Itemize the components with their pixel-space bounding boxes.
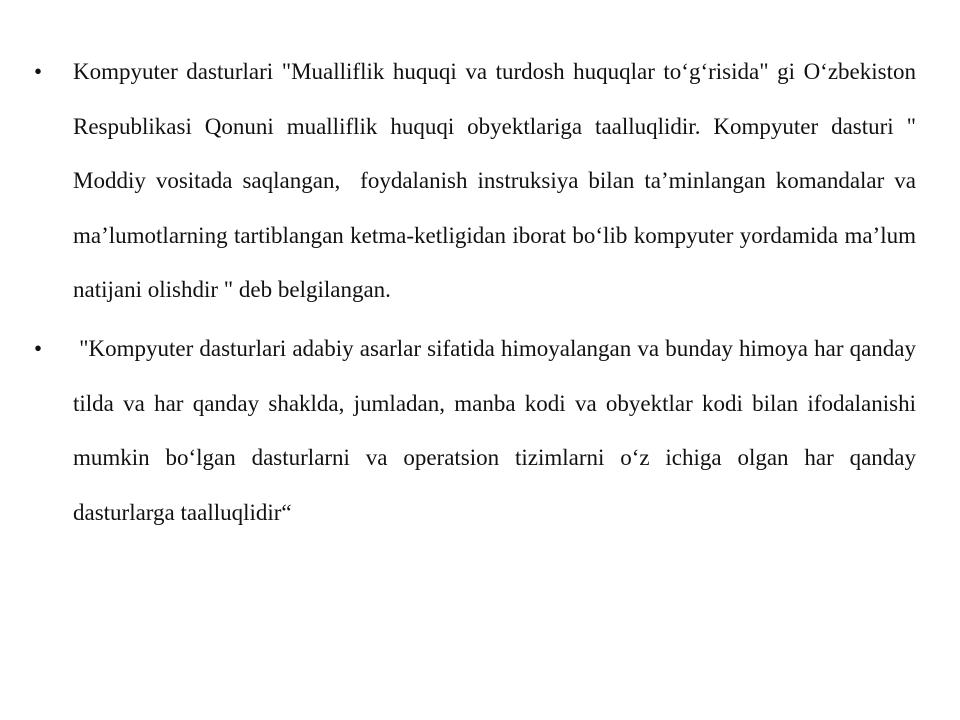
bullet-list <box>34 45 922 540</box>
bullet-marker: • <box>34 335 43 361</box>
bullet-text: "Kompyuter dasturlari adabiy asarlar sifatida himoyalangan va bunday himoya har qanday tilda va har qanday shaklda, jumladan, manba kodi va obyektlar kodi bilan ifodalanishi mumkin bo‘lgan dasturlarni va operatsion tizimlarni o‘z ichiga olgan har qanday dasturlarga taalluqlidir“ <box>73 335 922 525</box>
bullet-item-literary-protection <box>34 322 922 540</box>
bullet-marker: • <box>34 59 43 84</box>
bullet-item-copyright-law <box>34 45 922 318</box>
bullet-text: Kompyuter dasturlari "Mualliflik huquqi va turdosh huquqlar to‘g‘risida" gi O‘zbekiston Respublikasi Qonuni mualliflik huquqi obyektlariga taalluqlidir. Kompyuter dasturi " Moddiy vositada saqlangan, foydalanish instruksiya bilan ta’minlangan komandalar va ma’lumotlarning tartiblangan ketma-ketligidan iborat bo‘lib kompyuter yordamida ma’lum natijani olishdir " deb belgilangan. <box>73 59 922 303</box>
